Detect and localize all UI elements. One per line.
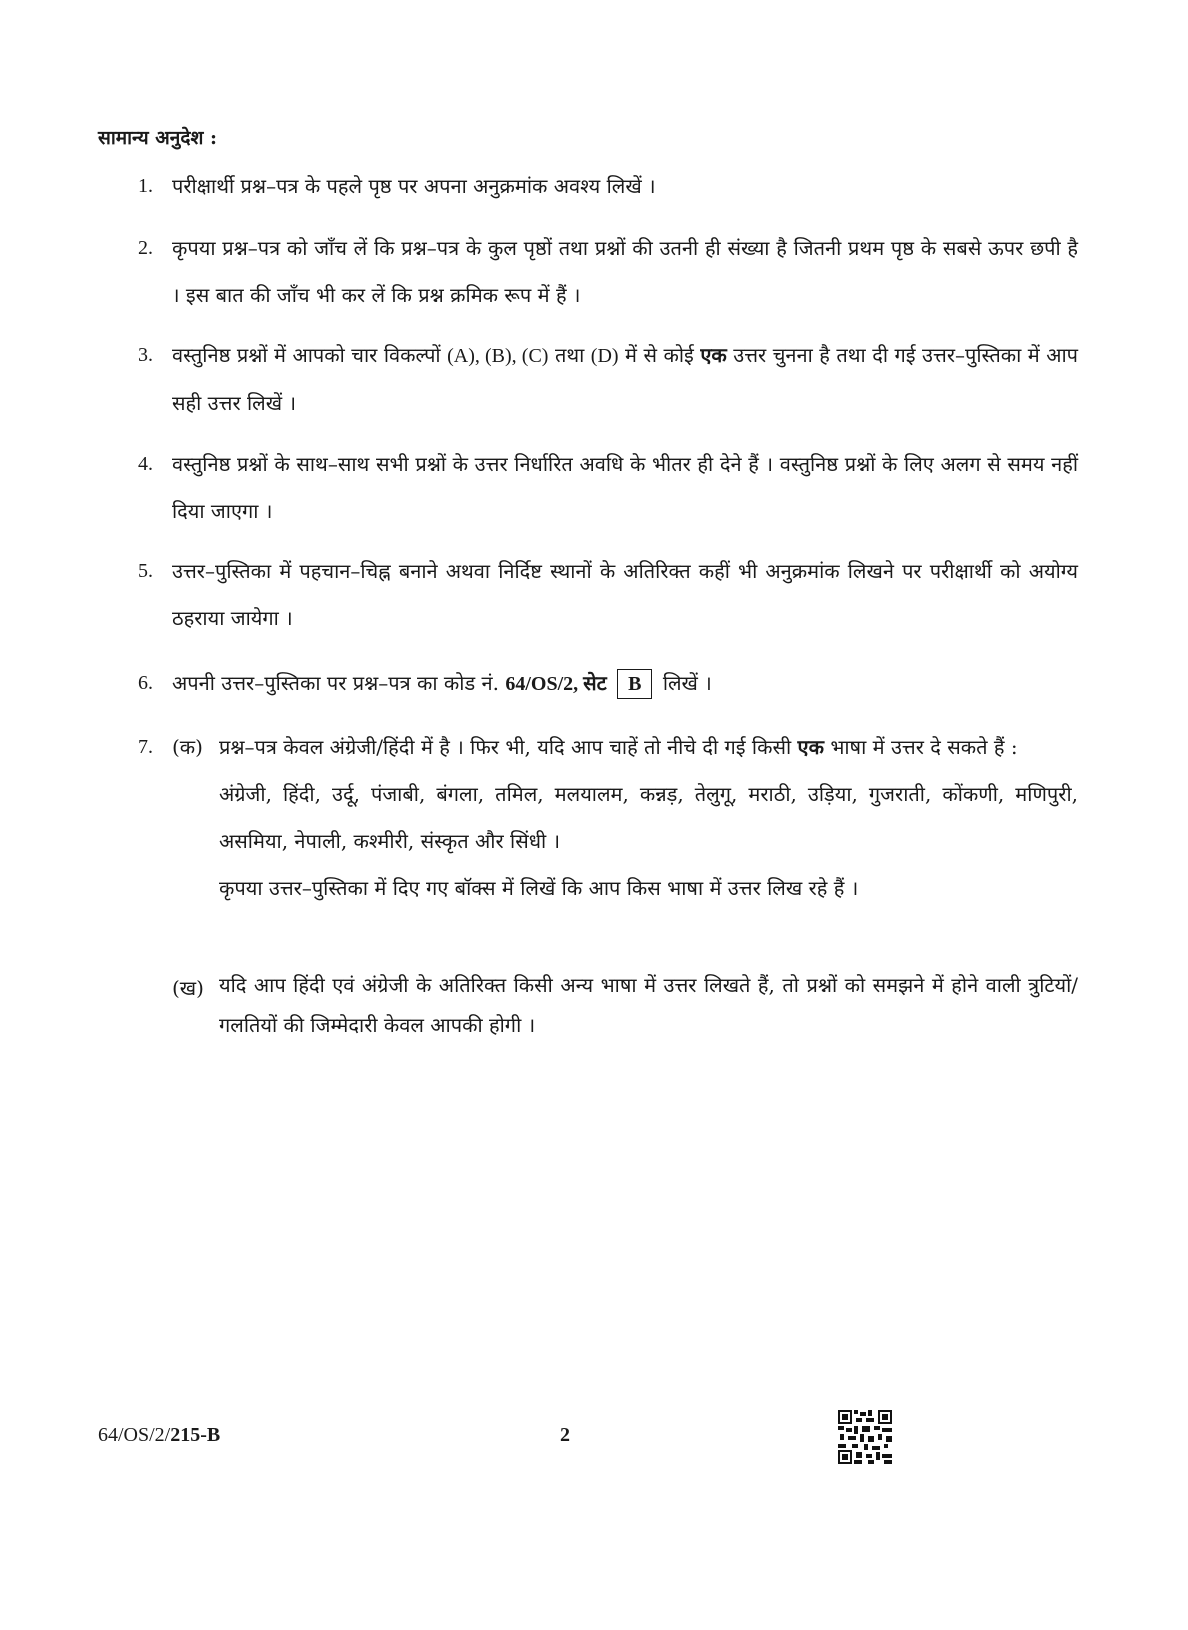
item-text: वस्तुनिष्ठ प्रश्नों के साथ–साथ सभी प्रश्नों के उत्तर निर्धारित अवधि के भीतर ही देने हैं । वस्तुनिष्ठ प्रश्नों के लिए अलग से समय नहीं दिया जाएगा । bbox=[172, 452, 1078, 523]
sub-text bbox=[219, 724, 1078, 771]
instruction-item-2 bbox=[138, 225, 1078, 319]
instructions-heading: सामान्य अनुदेश : bbox=[98, 127, 217, 149]
emphasis-text: एक bbox=[700, 343, 727, 367]
item-text bbox=[172, 332, 1078, 427]
page-number: 2 bbox=[560, 1424, 570, 1446]
set-box: B bbox=[617, 669, 652, 699]
item-text-part: वस्तुनिष्ठ प्रश्नों में आपको चार विकल्पों bbox=[172, 343, 441, 367]
item-number: 1. bbox=[138, 175, 153, 197]
language-box-note: कृपया उत्तर–पुस्तिका में दिए गए बॉक्स में लिखें कि आप किस भाषा में उत्तर लिख रहे हैं । bbox=[219, 876, 859, 900]
item-number: 4. bbox=[138, 453, 153, 475]
footer-paper-code bbox=[98, 1424, 220, 1447]
option-labels: (A), (B), (C) bbox=[447, 345, 549, 367]
option-label-d: (D) bbox=[590, 345, 619, 367]
languages-list: अंग्रेजी, हिंदी, उर्दू, पंजाबी, बंगला, तमिल, मलयालम, कन्नड़, तेलुगू, मराठी, उड़िया, गुजराती, कोंकणी, मणिपुरी, असमिया, नेपाली, कश्मीरी, संस्कृत और सिंधी । bbox=[219, 782, 1078, 853]
instruction-item-3 bbox=[138, 332, 1078, 427]
instruction-item-6 bbox=[138, 660, 1078, 708]
item-text-part: लिखें । bbox=[662, 671, 712, 695]
code-suffix: 215-B bbox=[170, 1424, 221, 1446]
sub-label: (ख) bbox=[172, 976, 204, 1000]
item-text-part: उत्तर चुनना है तथा दी गई उत्तर–पुस्तिका में आप सही उत्तर लिखें । bbox=[172, 343, 1078, 415]
sub-label: (क) bbox=[172, 735, 203, 759]
item-text-part: तथा bbox=[554, 343, 585, 367]
instruction-item-1 bbox=[138, 163, 1078, 210]
item-text bbox=[172, 660, 1078, 708]
paper-code: 64/OS/2, सेट bbox=[505, 673, 607, 695]
item-number: 5. bbox=[138, 560, 153, 582]
sub-text-part: भाषा में उत्तर दे सकते हैं : bbox=[830, 735, 1018, 759]
instruction-7b bbox=[172, 965, 1078, 1045]
item-number: 6. bbox=[138, 672, 153, 694]
item-text: परीक्षार्थी प्रश्न–पत्र के पहले पृष्ठ पर अपना अनुक्रमांक अवश्य लिखें । bbox=[172, 174, 656, 198]
item-text-part: अपनी उत्तर–पुस्तिका पर प्रश्न–पत्र का कोड नं. bbox=[172, 671, 499, 695]
sub-text: यदि आप हिंदी एवं अंग्रेजी के अतिरिक्त किसी अन्य भाषा में उत्तर लिखते हैं, तो प्रश्नों को समझने में होने वाली त्रुटियों/गलतियों की जिम्मेदारी केवल आपकी होगी । bbox=[219, 973, 1078, 1037]
item-text: कृपया प्रश्न–पत्र को जाँच लें कि प्रश्न–पत्र के कुल पृष्ठों तथा प्रश्नों की उतनी ही संख्या है जितनी प्रथम पृष्ठ के सबसे ऊपर छपी है । इस बात की जाँच भी कर लें कि प्रश्न क्रमिक रूप में हैं । bbox=[172, 236, 1078, 307]
instruction-7a bbox=[172, 724, 1078, 912]
sub-text-part: प्रश्न–पत्र केवल अंग्रेजी/हिंदी में है । फिर भी, यदि आप चाहें तो नीचे दी गई किसी bbox=[219, 735, 792, 759]
item-text-part: में से कोई bbox=[625, 343, 694, 367]
code-prefix: 64/OS/2/ bbox=[98, 1424, 171, 1446]
emphasis-text: एक bbox=[797, 735, 824, 759]
item-text: उत्तर–पुस्तिका में पहचान–चिह्न बनाने अथवा निर्दिष्ट स्थानों के अतिरिक्त कहीं भी अनुक्रमांक लिखने पर परीक्षार्थी को अयोग्य ठहराया जायेगा । bbox=[172, 559, 1078, 630]
item-number: 3. bbox=[138, 344, 153, 366]
qr-code-icon bbox=[838, 1410, 892, 1464]
item-number: 2. bbox=[138, 237, 153, 259]
instruction-item-4 bbox=[138, 441, 1078, 535]
instruction-item-5 bbox=[138, 548, 1078, 642]
item-number: 7. bbox=[138, 736, 153, 758]
